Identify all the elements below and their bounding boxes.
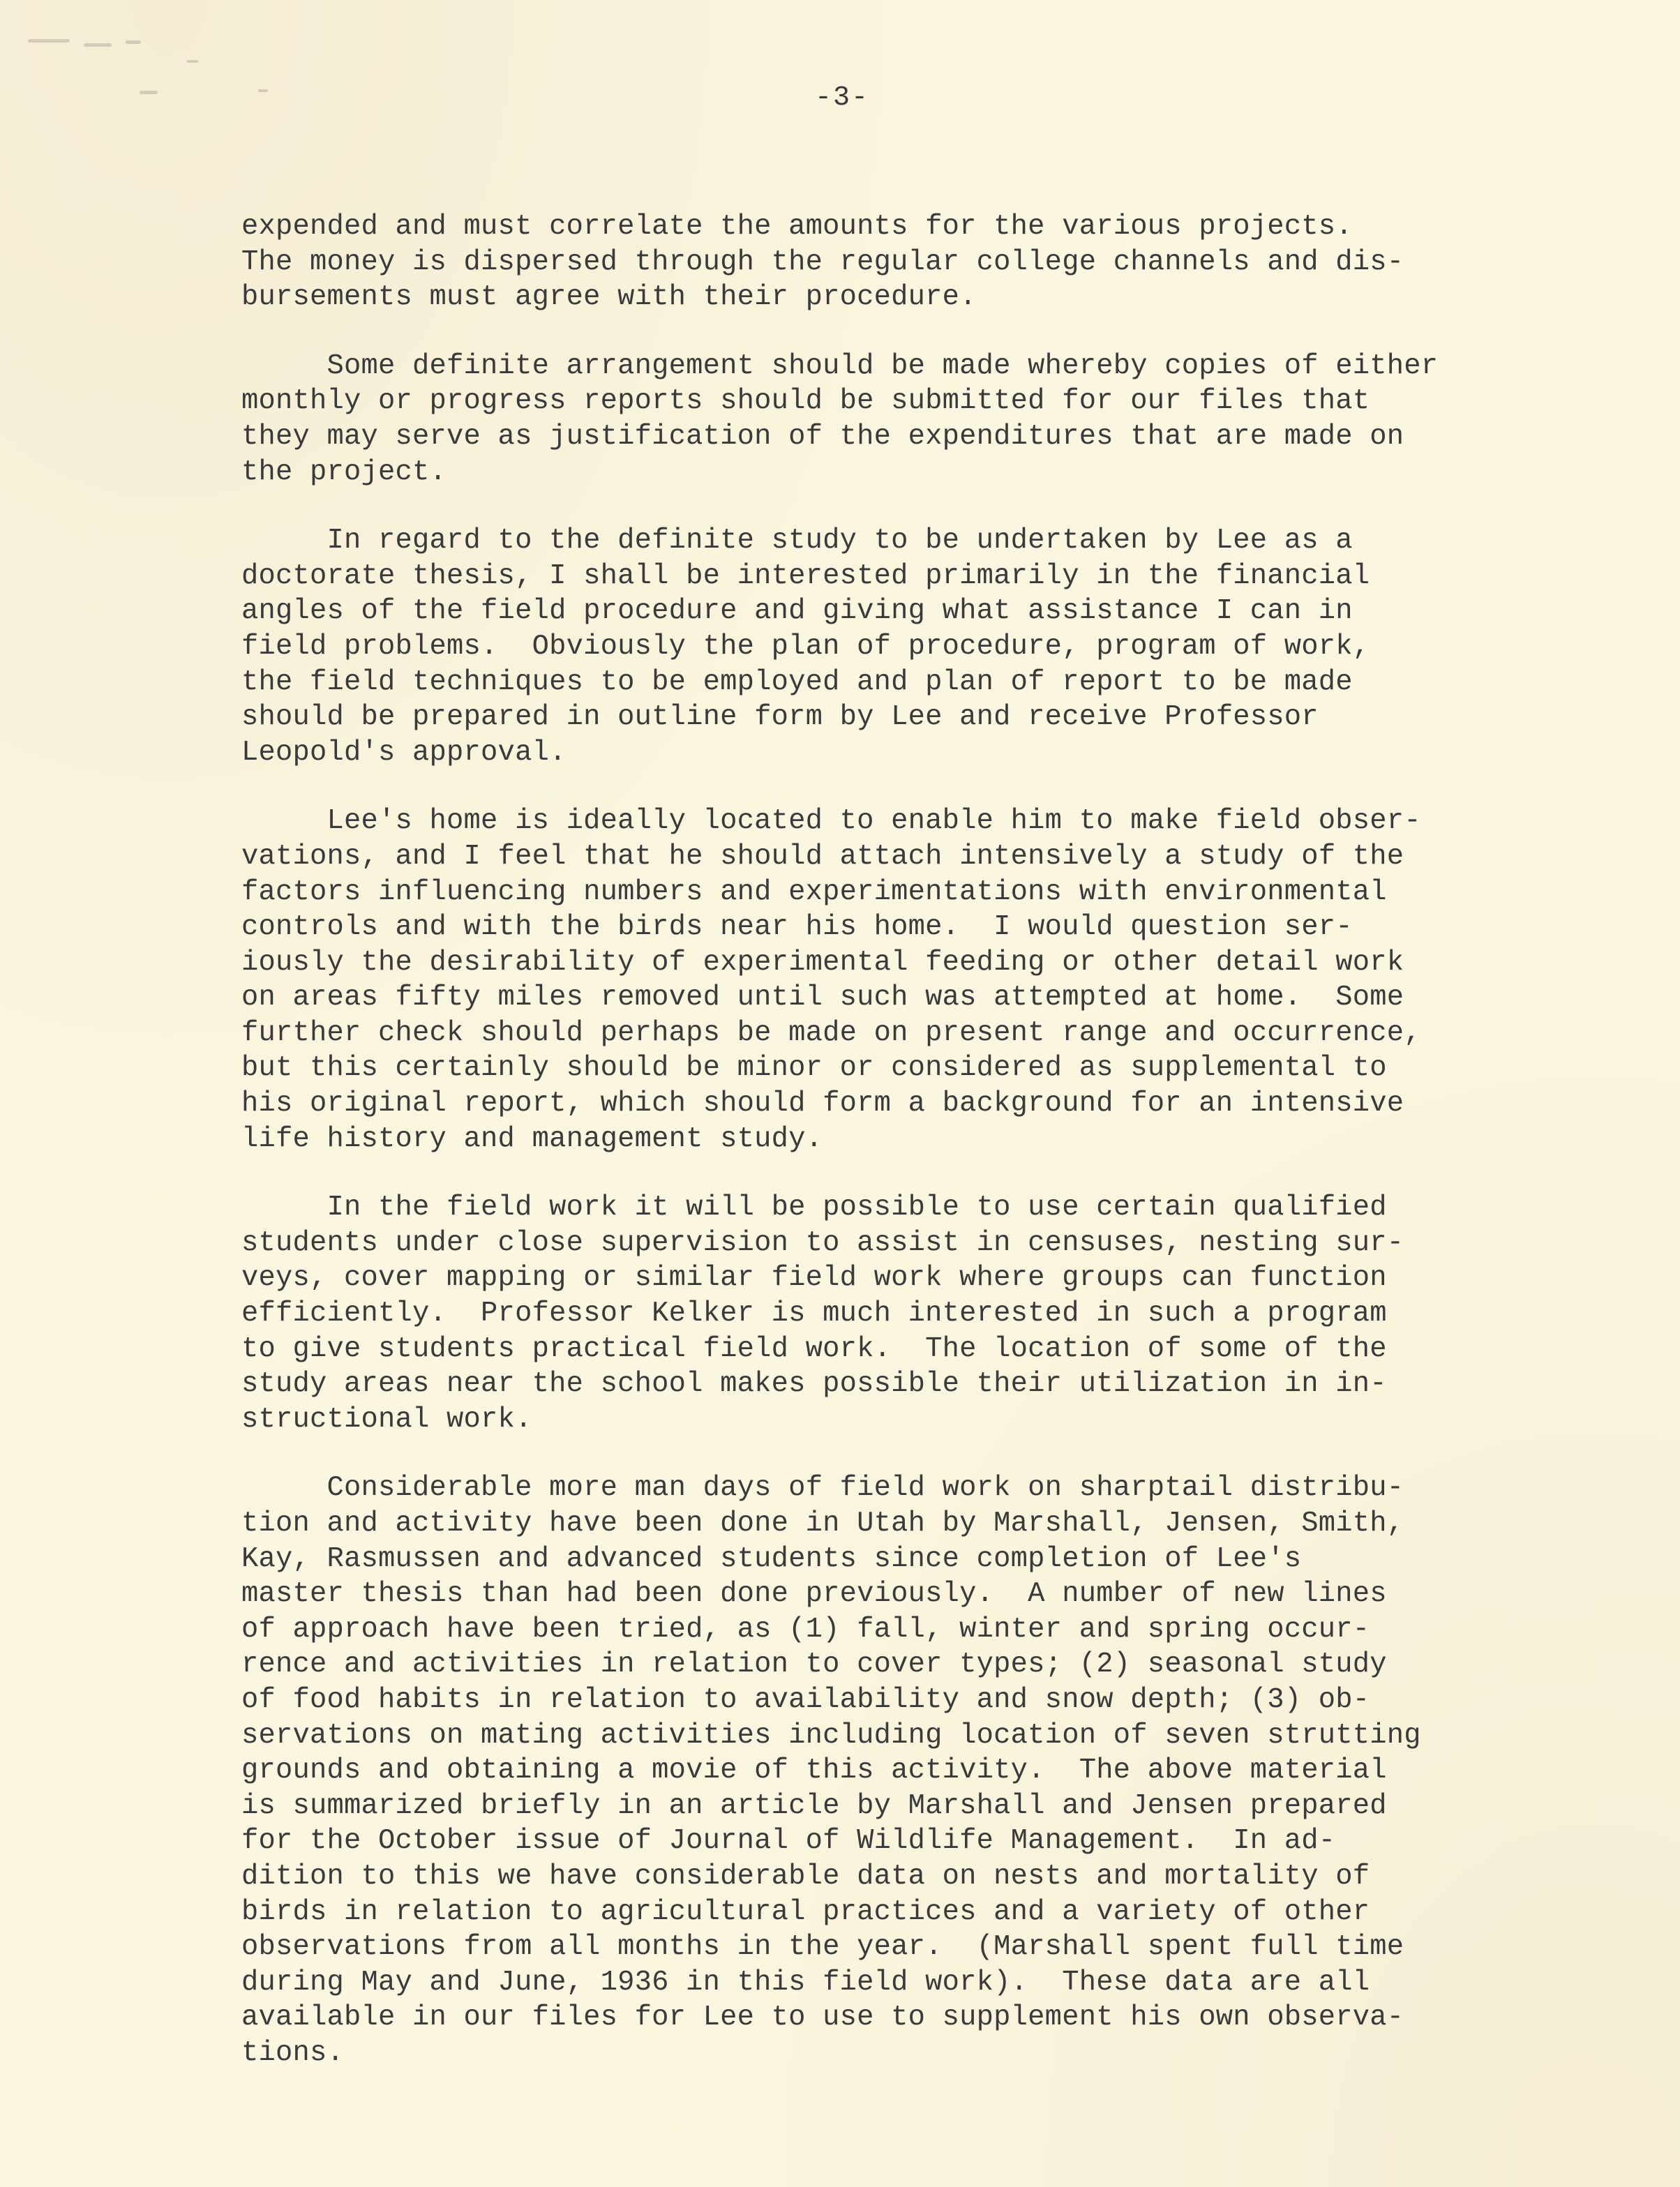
text-line: Considerable more man days of field work on sharptail distribu- xyxy=(241,1472,1404,1505)
text-line: master thesis than had been done previously. A number of new lines xyxy=(241,1578,1387,1611)
text-line: grounds and obtaining a movie of this activity. The above material xyxy=(241,1754,1387,1787)
paragraph xyxy=(241,349,1483,490)
text-line: dition to this we have considerable data on nests and mortality of xyxy=(241,1860,1370,1893)
text-line: The money is dispersed through the regular college channels and dis- xyxy=(241,246,1404,278)
paragraph xyxy=(241,209,1483,315)
text-line: vations, and I feel that he should attach intensively a study of the xyxy=(241,840,1404,873)
paper-smudge xyxy=(28,39,70,43)
text-line: factors influencing numbers and experimentations with environmental xyxy=(241,875,1387,908)
text-line: Lee's home is ideally located to enable him to make field obser- xyxy=(241,805,1421,838)
text-line: tions. xyxy=(241,2036,345,2069)
paper-smudge xyxy=(187,60,198,63)
text-line: should be prepared in outline form by Lee and receive Professor xyxy=(241,701,1319,734)
text-line: Some definite arrangement should be made whereby copies of either xyxy=(241,350,1439,382)
text-line: further check should perhaps be made on present range and occurrence, xyxy=(241,1016,1421,1049)
text-line: on areas fifty miles removed until such was attempted at home. Some xyxy=(241,982,1404,1014)
text-line: is summarized briefly in an article by Marshall and Jensen prepared xyxy=(241,1789,1387,1822)
paper-smudge xyxy=(258,89,268,92)
text-line: his original report, which should form a background for an intensive xyxy=(241,1088,1404,1120)
text-line: of food habits in relation to availability and snow depth; (3) ob- xyxy=(241,1683,1370,1716)
page-number: -3- xyxy=(815,82,870,114)
text-line: efficiently. Professor Kelker is much interested in such a program xyxy=(241,1298,1387,1330)
text-line: controls and with the birds near his home. I would question ser- xyxy=(241,911,1353,944)
text-line: during May and June, 1936 in this field work). These data are all xyxy=(241,1966,1370,1999)
paper-smudge xyxy=(140,91,158,94)
paragraph xyxy=(241,1190,1483,1437)
text-line: servations on mating activities including location of seven strutting xyxy=(241,1719,1421,1752)
text-line: study areas near the school makes possible their utilization in in- xyxy=(241,1368,1387,1401)
text-line: structional work. xyxy=(241,1403,532,1436)
text-line: observations from all months in the year. (Marshall spent full time xyxy=(241,1931,1404,1964)
paragraph xyxy=(241,523,1483,770)
text-line: Kay, Rasmussen and advanced students since completion of Lee's xyxy=(241,1542,1302,1575)
text-line: students under close supervision to assist in censuses, nesting sur- xyxy=(241,1226,1404,1259)
text-line: they may serve as justification of the expenditures that are made on xyxy=(241,420,1404,453)
text-line: life history and management study. xyxy=(241,1122,823,1155)
letter-body xyxy=(241,209,1483,2105)
text-line: In regard to the definite study to be undertaken by Lee as a xyxy=(241,525,1353,557)
text-line: iously the desirability of experimental feeding or other detail work xyxy=(241,946,1404,979)
text-line: tion and activity have been done in Utah by Marshall, Jensen, Smith, xyxy=(241,1508,1404,1540)
text-line: veys, cover mapping or similar field work where groups can function xyxy=(241,1262,1387,1295)
paper-smudge xyxy=(126,40,141,44)
text-line: bursements must agree with their procedure. xyxy=(241,281,977,314)
text-line: angles of the field procedure and giving what assistance I can in xyxy=(241,595,1353,628)
text-line: monthly or progress reports should be submitted for our files that xyxy=(241,385,1370,418)
text-line: field problems. Obviously the plan of procedure, program of work, xyxy=(241,630,1370,663)
text-line: but this certainly should be minor or considered as supplemental to xyxy=(241,1052,1387,1085)
text-line: available in our files for Lee to use to supplement his own observa- xyxy=(241,2001,1404,2034)
text-line: to give students practical field work. The location of some of the xyxy=(241,1332,1387,1365)
text-line: rence and activities in relation to cover types; (2) seasonal study xyxy=(241,1648,1387,1681)
text-line: In the field work it will be possible to use certain qualified xyxy=(241,1192,1387,1224)
text-line: Leopold's approval. xyxy=(241,736,567,769)
text-line: expended and must correlate the amounts for the various projects. xyxy=(241,211,1353,243)
paragraph xyxy=(241,804,1483,1157)
text-line: the project. xyxy=(241,456,447,488)
text-line: for the October issue of Journal of Wildlife Management. In ad- xyxy=(241,1825,1336,1858)
text-line: of approach have been tried, as (1) fall, winter and spring occur- xyxy=(241,1613,1370,1646)
text-line: doctorate thesis, I shall be interested primarily in the financial xyxy=(241,559,1370,592)
paragraph xyxy=(241,1471,1483,2070)
text-line: birds in relation to agricultural practices and a variety of other xyxy=(241,1895,1370,1928)
paper-smudge xyxy=(84,43,112,47)
text-line: the field techniques to be employed and plan of report to be made xyxy=(241,666,1353,698)
